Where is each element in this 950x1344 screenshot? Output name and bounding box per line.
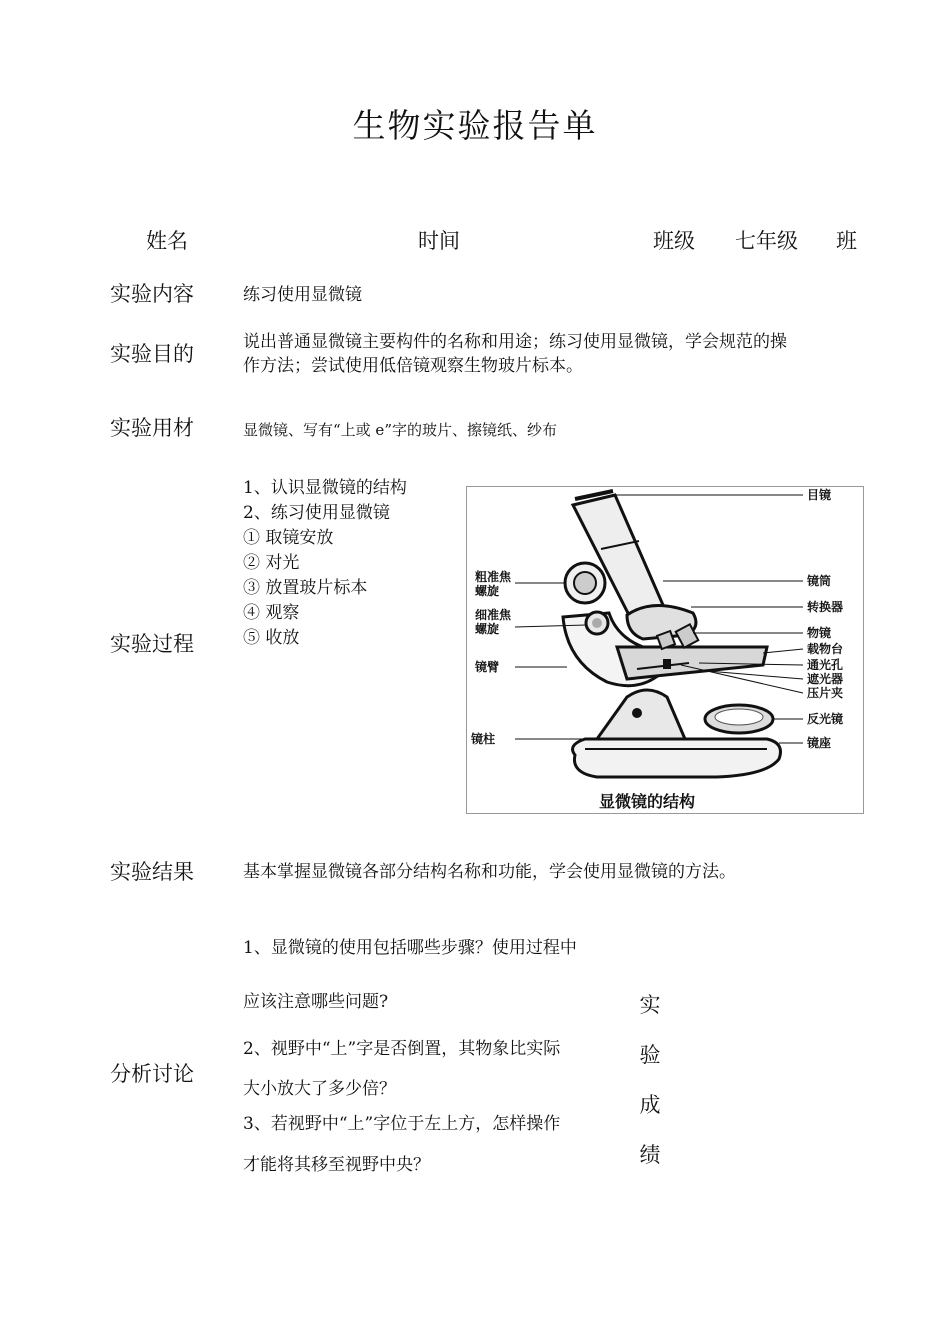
step-item: ⑤ 收放 [243,628,300,648]
grade-box [635,980,665,1180]
fine-knob-inner [592,618,602,628]
label-coarse-1: 粗准焦 [475,570,512,584]
label-fine-2: 螺旋 [475,622,500,636]
coarse-knob-inner [574,572,596,594]
label-eyepiece: 目镜 [807,488,832,502]
process-label: 实验过程 [110,632,194,656]
discussion-line-5: 3、若视野中“上”字位于左上方，怎样操作 [243,1114,561,1134]
class-label: 班级 [653,229,695,253]
discussion-line-3: 2、视野中“上”字是否倒置，其物象比实际 [243,1039,561,1059]
grade-char: 实 [639,993,661,1017]
label-nosepiece: 转换器 [807,600,844,614]
step-item: ④ 观察 [243,603,300,623]
discussion-line-2: 应该注意哪些问题? [243,992,389,1012]
step-item: ② 对光 [243,553,300,573]
step-item: ① 取镜安放 [243,528,334,548]
label-clip: 压片夹 [807,686,844,700]
content-label: 实验内容 [110,282,194,306]
discussion-line-6: 才能将其移至视野中央？ [243,1155,430,1175]
label-stage: 载物台 [807,642,844,656]
step-item: 2、练习使用显微镜 [243,503,390,523]
grade-char: 成 [639,1093,661,1117]
label-fine-1: 细准焦 [475,608,512,622]
purpose-line-1: 说出普通显微镜主要构件的名称和用途；练习使用显微镜，学会规范的操 [243,332,787,352]
label-tube: 镜筒 [807,574,832,588]
grade-value: 七年级 [735,229,798,253]
page-title: 生物实验报告单 [352,106,598,145]
purpose-label: 实验目的 [110,342,194,366]
process-steps [243,476,407,651]
grade-char: 绩 [639,1143,661,1167]
result-label: 实验结果 [110,860,194,884]
discussion-line-1: 1、显微镜的使用包括哪些步骤？使用过程中 [243,938,577,958]
base-shape [573,739,781,777]
label-aperture: 通光孔 [807,658,844,672]
label-pillar: 镜柱 [471,732,496,746]
materials-label: 实验用材 [110,416,194,440]
mirror-inner [715,709,763,725]
figure-caption: 显微镜的结构 [599,792,696,811]
class-suffix: 班 [836,229,857,253]
label-mirror: 反光镜 [807,712,844,726]
step-item: ③ 放置玻片标本 [243,578,368,598]
label-diaphragm: 遮光器 [807,672,844,686]
grade-char: 验 [639,1043,661,1067]
result-value: 基本掌握显微镜各部分结构名称和功能，学会使用显微镜的方法。 [243,862,736,882]
purpose-line-2: 作方法；尝试使用低倍镜观察生物玻片标本。 [243,356,583,376]
pillar-screw [632,708,642,718]
discussion-label: 分析讨论 [110,1062,194,1086]
clip-knob [663,659,671,669]
materials-value: 显微镜、写有“上或 e”字的玻片、擦镜纸、纱布 [243,421,557,439]
microscope-diagram [467,487,863,813]
microscope-figure [466,486,864,814]
label-coarse-2: 螺旋 [475,584,500,598]
name-label: 姓名 [146,229,188,253]
label-base: 镜座 [807,736,832,750]
label-objective: 物镜 [807,626,832,640]
step-item: 1、认识显微镜的结构 [243,478,407,498]
content-value: 练习使用显微镜 [243,285,362,305]
time-label: 时间 [418,229,460,253]
label-arm: 镜臂 [475,660,500,674]
discussion-line-4: 大小放大了多少倍？ [243,1079,396,1099]
